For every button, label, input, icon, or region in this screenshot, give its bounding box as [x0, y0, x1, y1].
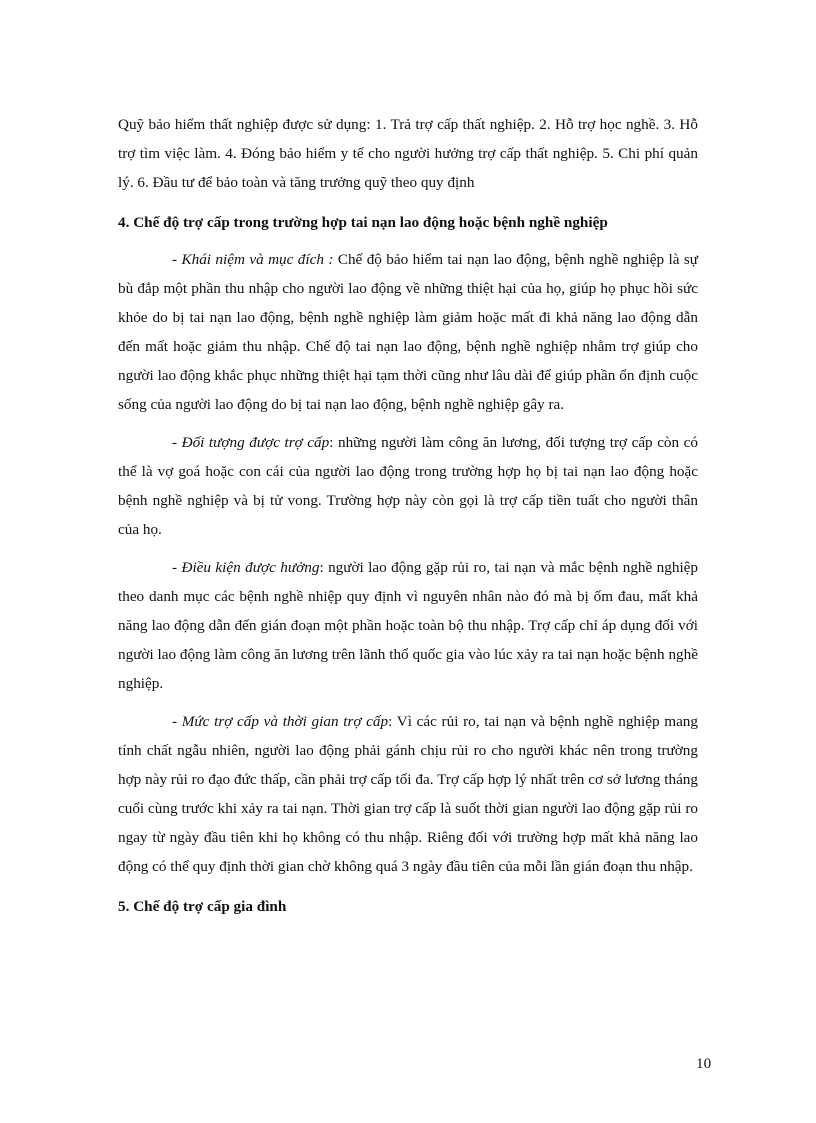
page-number: 10 — [696, 1055, 712, 1072]
intro-paragraph: Quỹ bảo hiểm thất nghiệp được sử dụng: 1. Trả trợ cấp thất nghiệp. 2. Hỗ trợ học nghề. 3. Hỗ trợ tìm việc làm. 4. Đóng bảo hiểm y tế cho người hưởng trợ cấp thất nghiệp. 5. Chi phí quản lý. 6. Đầu tư để bảo toàn và tăng trưởng quỹ theo quy định — [118, 116, 698, 191]
eligibility-text: : người lao động gặp rủi ro, tai nạn và mắc bệnh nghề nghiệp theo danh mục các bệnh nghề nhiệp quy định vì nguyên nhân nào đó mà bị ốm đau, mất khả năng lao động dẫn đến gián đoạn một phần hoặc toàn bộ thu nhập. Trợ cấp chỉ áp dụng đối với người lao động làm công ăn lương trên lãnh thổ quốc gia vào lúc xảy ra tai nạn hoặc bệnh nghề nghiệp. — [118, 559, 698, 692]
section-5-heading: 5. Chế độ trợ cấp gia đình — [118, 898, 287, 915]
concept-purpose-lead: - Khái niệm và mục đích : — [172, 251, 334, 268]
document-page — [118, 110, 698, 929]
amount-duration-paragraph — [118, 707, 698, 881]
beneficiaries-paragraph — [118, 428, 698, 544]
amount-duration-lead: - Mức trợ cấp và thời gian trợ cấp — [172, 713, 389, 730]
eligibility-lead: - Điều kiện được hưởng — [172, 559, 320, 576]
concept-purpose-paragraph — [118, 245, 698, 419]
amount-duration-text: : Vì các rủi ro, tai nạn và bệnh nghề nghiệp mang tính chất ngẫu nhiên, người lao động phải gánh chịu rủi ro cho người khác nên trong trường hợp này rủi ro đạo đức thấp, cần phải trợ cấp tối đa. Trợ cấp hợp lý nhất trên cơ sở lương tháng cuối cùng trước khi xảy ra tai nạn. Thời gian trợ cấp là suốt thời gian người lao động gặp rủi ro ngay từ ngày đầu tiên khi họ không có thu nhập. Riêng đối với trường hợp mất khả năng lao động có thể quy định thời gian chờ không quá 3 ngày đầu tiên của mỗi lần gián đoạn thu nhập. — [118, 713, 698, 875]
beneficiaries-lead: - Đối tượng được trợ cấp — [172, 434, 330, 451]
concept-purpose-text: Chế độ bảo hiểm tai nạn lao động, bệnh nghề nghiệp là sự bù đắp một phần thu nhập cho người lao động về những thiệt hại của họ, giúp họ phục hồi sức khỏe do bị tai nạn lao động, bệnh nghề nghiệp làm giảm hoặc mất đi khả năng lao động dẫn đến mất hoặc giảm thu nhập. Chế độ tai nạn lao động, bệnh nghề nghiệp nhằm trợ giúp cho người lao động khắc phục những thiệt hại tạm thời cũng như lâu dài để giúp phần ổn định cuộc sống của người lao động do bị tai nạn lao động, bệnh nghề nghiệp gây ra. — [118, 251, 699, 413]
beneficiaries-text: : những người làm công ăn lương, đối tượng trợ cấp còn có thể là vợ goá hoặc con cái của người lao động trong trường hợp họ bị tai nạn lao động hoặc bệnh nghề nghiệp và bị tử vong. Trường hợp này còn gọi là trợ cấp tiền tuất cho người thân của họ. — [118, 434, 698, 538]
section-4-heading: 4. Chế độ trợ cấp trong trường hợp tai nạn lao động hoặc bệnh nghề nghiệp — [118, 214, 608, 231]
eligibility-paragraph — [118, 553, 698, 698]
